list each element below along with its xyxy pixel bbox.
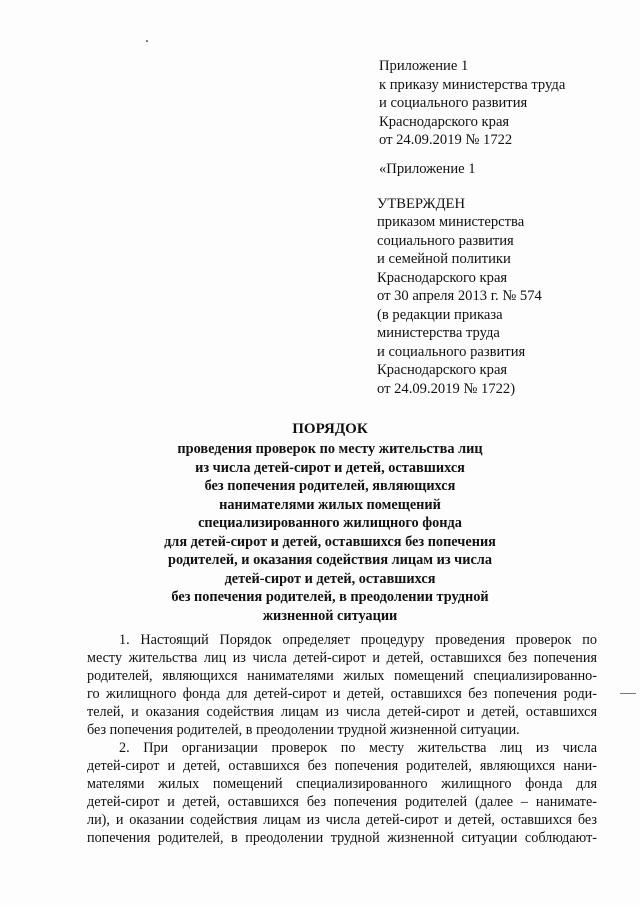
subtitle-line: детей-сирот и детей, оставшихся [224, 570, 436, 587]
document-subtitle [150, 440, 510, 625]
approved-line: Краснодарского края [377, 362, 508, 378]
paragraph-line: родителей, являющихся нанимателями жилых помещений специализированно- [87, 668, 597, 685]
annex-reference-text: «Приложение 1 [379, 161, 476, 177]
approved-line: социального развития [377, 232, 514, 249]
approved-line: министерства труда [377, 325, 500, 341]
subtitle-line: нанимателями жилых помещений [219, 496, 441, 513]
paragraph-line: 2. При организации проверок по месту жительства лиц из числа [119, 740, 597, 756]
annex-line: от 24.09.2019 № 1722 [379, 132, 513, 148]
paragraph-line: 1. Настоящий Порядок определяет процедуру проведения проверок по [119, 632, 597, 648]
subtitle-line: для детей-сирот и детей, оставшихся без попечения [164, 533, 496, 550]
subtitle-line: жизненной ситуации [262, 607, 398, 624]
approved-line: Краснодарского края [377, 269, 508, 286]
subtitle-line: без попечения родителей, являющихся [204, 478, 456, 494]
paragraph-line: без попечения родителей, в преодолении трудной жизненной ситуации. [87, 722, 520, 739]
paragraph-line: детей-сирот и детей, оставшихся без попечения родителей, являющихся нани- [87, 758, 597, 775]
approved-line: от 24.09.2019 № 1722) [377, 380, 516, 397]
approved-line: приказом министерства [377, 214, 525, 230]
subtitle-line: проведения проверок по месту жительства лиц [177, 441, 483, 457]
annex-line: Краснодарского края [379, 113, 510, 130]
paragraph-1 [87, 631, 597, 740]
paragraph-2 [87, 739, 597, 848]
approved-line: и семейной политики [377, 251, 511, 267]
paragraph-line: детей-сирот и детей, оставшихся без попечения родителей (далее – нанимате- [87, 794, 597, 811]
annex-line: к приказу министерства труда [379, 76, 566, 93]
paragraph-line: попечения родителей, в преодолении трудной жизненной ситуации соблюдают- [87, 830, 597, 847]
approved-details [377, 213, 542, 398]
approved-heading-text: УТВЕРЖДЕН [377, 196, 465, 212]
annex-reference [379, 160, 476, 179]
approved-line: от 30 апреля 2013 г. № 574 [377, 288, 542, 304]
paragraph-line: телей, и оказания содействия лицам из числа детей-сирот и детей, оставшихся [87, 704, 597, 721]
paragraph-line: месту жительства лиц из числа детей-сирот и детей, оставшихся без попечения [87, 650, 597, 667]
document-title: ПОРЯДОК [292, 421, 368, 437]
annex-line: Приложение 1 [379, 58, 469, 74]
annex-header [379, 57, 565, 150]
approved-heading [377, 195, 465, 214]
subtitle-line: специализированного жилищного фонда [198, 515, 462, 531]
paragraph-line: го жилищного фонда для детей-сирот и детей, оставшихся без попечения роди- [87, 686, 597, 703]
paragraph-line: мателями жилых помещений специализированного жилищного фонда для [87, 776, 597, 793]
subtitle-line: из числа детей-сирот и детей, оставшихся [195, 459, 465, 476]
approved-line: и социального развития [377, 343, 526, 360]
scan-edge-mark [620, 693, 636, 694]
subtitle-line: без попечения родителей, в преодолении трудной [171, 589, 489, 605]
scan-speck [146, 40, 148, 42]
approved-line: (в редакции приказа [377, 306, 503, 323]
subtitle-line: родителей, и оказания содействия лицам из числа [168, 552, 492, 568]
annex-line: и социального развития [379, 95, 528, 111]
paragraph-line: ли), и оказании содействия лицам из числа детей-сирот и детей, оставшихся без [87, 812, 597, 829]
